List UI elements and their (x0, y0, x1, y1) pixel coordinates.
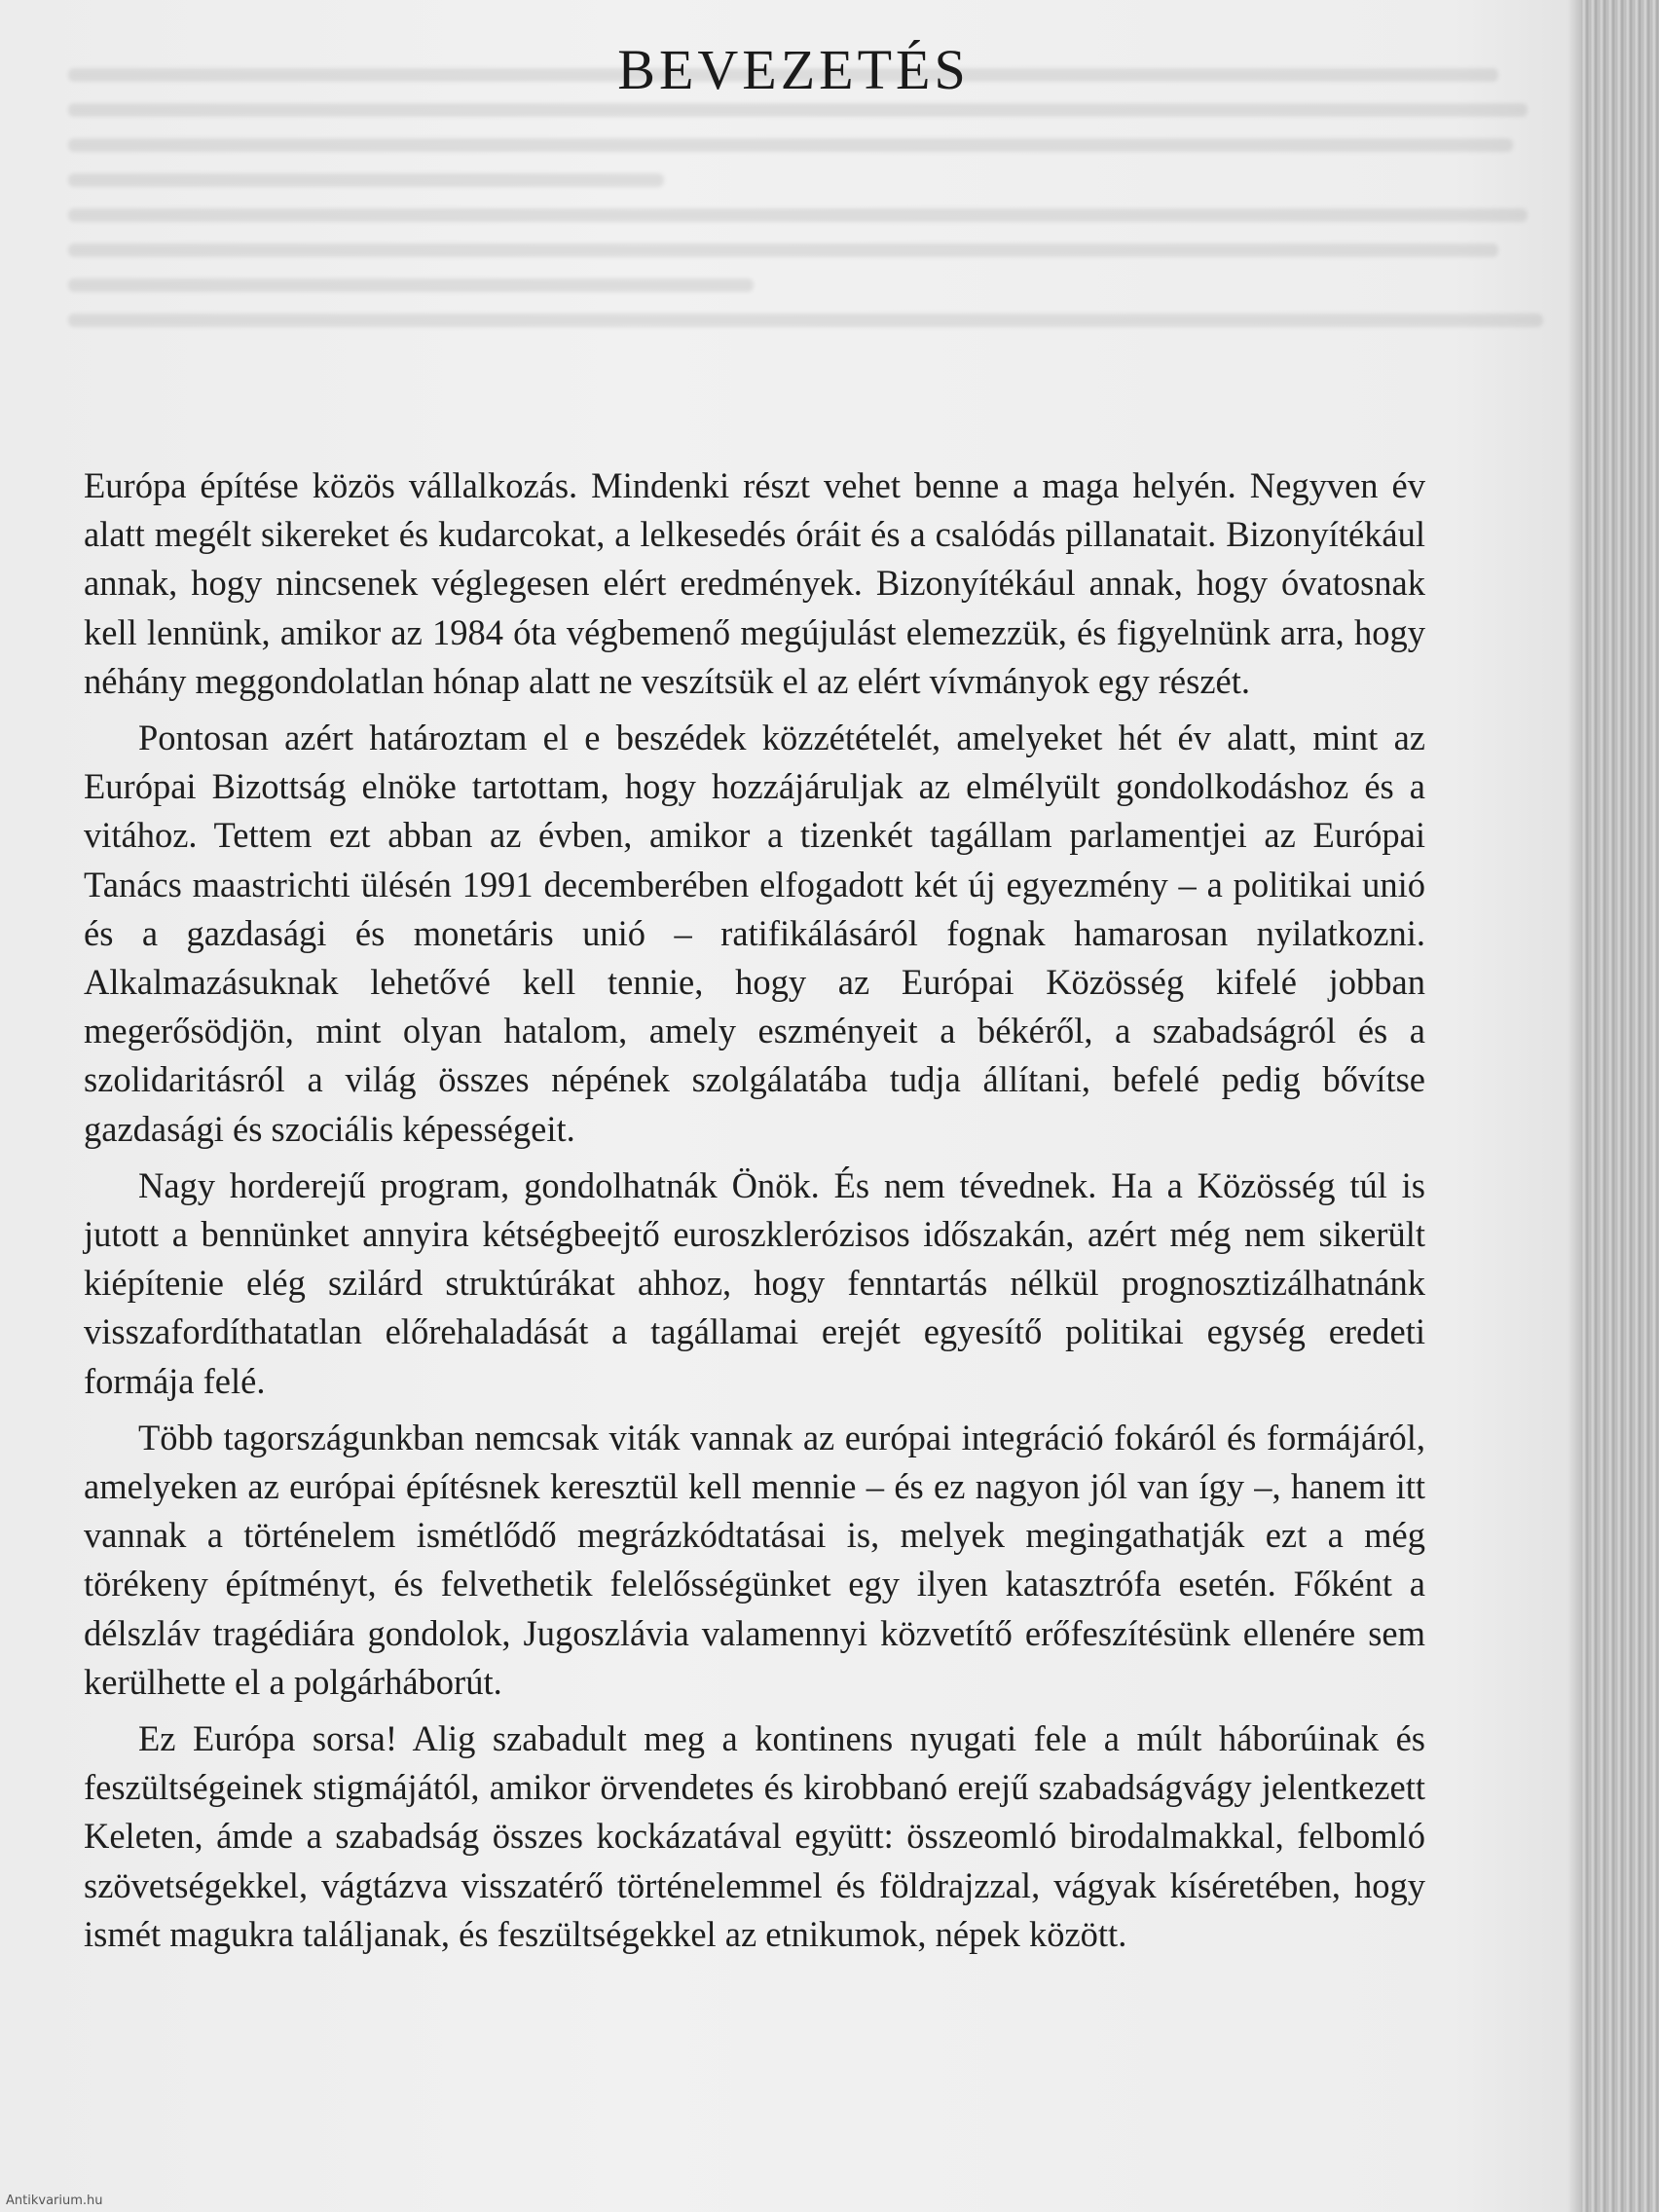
chapter-title: BEVEZETÉS (617, 38, 970, 101)
paragraph: Nagy horderejű program, gondolhatnák Önök. És nem tévednek. Ha a Közösség túl is jutott a bennünket annyira kétségbeejtő euroszklerózisos időszakán, azért még nem sikerült kiépítenie elég szilárd struktúrákat ahhoz, hogy fenntartás nélkül prognosztizálhatnánk visszafordíthatatlan előrehaladását a tagállamai erejét egyesítő politikai egység eredeti formája felé. (84, 1164, 1425, 1401)
body-text (84, 461, 1425, 1967)
paragraph: Európa építése közös vállalkozás. Mindenki részt vehet benne a maga helyén. Negyven év alatt megélt sikereket és kudarcokat, a lelkesedés óráit és a csalódás pillanatait. Bizonyítékául annak, hogy nincsenek véglegesen elért eredmények. Bizonyítékául annak, hogy óvatosnak kell lennünk, amikor az 1984 óta végbemenő megújulást elemezzük, és figyelnünk arra, hogy néhány meggondolatlan hónap alatt ne veszítsük el az elért vívmányok egy részét. (84, 465, 1425, 701)
watermark: Antikvarium.hu (6, 2194, 103, 2208)
page-edge-stack (1581, 0, 1659, 2212)
paragraph: Ez Európa sorsa! Alig szabadult meg a kontinens nyugati fele a múlt háborúinak és feszültségeinek stigmájától, amikor örvendetes és kirobbanó erejű szabadságvágy jelentkezett Keleten, ámde a szabadság összes kockázatával együtt: összeomló birodalmakkal, felbomló szövetségekkel, vágtázva visszatérő történelemmel és földrajzzal, vágyak kíséretében, hogy ismét magukra találjanak, és feszültségekkel az etnikumok, népek között. (84, 1718, 1425, 1954)
paragraph: Pontosan azért határoztam el e beszédek közzétételét, amelyeket hét év alatt, mint az Európai Bizottság elnöke tartottam, hogy hozzájáruljak az elmélyült gondolkodáshoz és a vitához. Tettem ezt abban az évben, amikor a tizenkét tagállam parlamentjei az Európai Tanács maastrichti ülésén 1991 decemberében elfogadott két új egyezmény – a politikai unió és a gazdasági és monetáris unió – ratifikálásáról fognak hamarosan nyilatkozni. Alkalmazásuknak lehetővé kell tennie, hogy az Európai Közösség kifelé jobban megerősödjön, mint olyan hatalom, amely eszményeit a békéről, a szabadságról és a szolidaritásról a világ összes népének szolgálatába tudja állítani, befelé pedig bővítse gazdasági és szociális képességeit. (84, 718, 1425, 1149)
paragraph: Több tagországunkban nemcsak viták vannak az európai integráció fokáról és formájáról, amelyeken az európai építésnek keresztül kell mennie – és ez nagyon jól van így –, hanem itt vannak a történelem ismétlődő megrázkódtatásai is, melyek megingathatják ezt a még törékeny építményt, és felvethetik felelősségünket egy ilyen katasztrófa esetén. Főként a délszláv tragédiára gondolok, Jugoszlávia valamennyi közvetítő erőfeszítésünk ellenére sem kerülhette el a polgárháborút. (84, 1417, 1425, 1702)
